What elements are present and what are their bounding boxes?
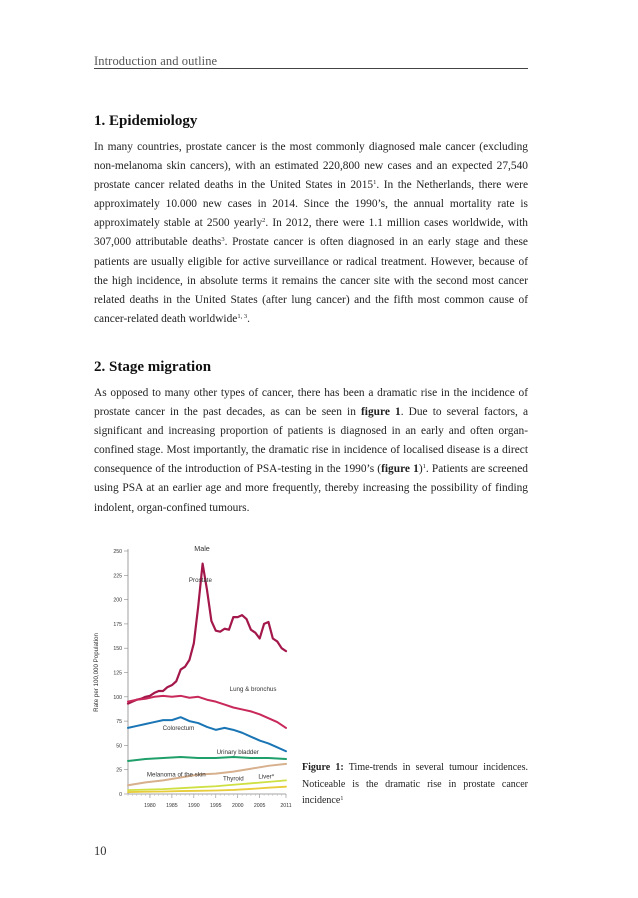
y-tick-label: 125 xyxy=(113,670,122,677)
paragraph-stage-migration xyxy=(94,384,528,518)
page-header: Introduction and outline xyxy=(94,54,218,68)
paragraph-epidemiology xyxy=(94,138,528,329)
text-run: ) xyxy=(418,463,423,476)
series-line-prostate xyxy=(128,564,286,704)
series-label: Urinary bladder xyxy=(216,749,259,757)
page-number: 10 xyxy=(94,844,107,858)
series-label: Melanoma of the skin xyxy=(146,771,206,779)
series-label: Prostate xyxy=(188,577,212,585)
x-tick-label: 2000 xyxy=(231,803,244,809)
x-tick-label: 2005 xyxy=(253,803,266,809)
x-tick-label: 2011 xyxy=(280,803,292,809)
figure-caption-ref: 1 xyxy=(340,796,344,802)
series-line-colorectum xyxy=(128,717,286,751)
x-tick-label: 1985 xyxy=(166,803,178,809)
y-tick-label: 225 xyxy=(113,573,122,580)
incidence-line-chart xyxy=(88,538,294,816)
y-tick-label: 100 xyxy=(113,694,122,701)
header-rule xyxy=(94,68,528,69)
text-run: In many countries, prostate cancer is the most commonly diagnosed male cancer (excluding non-melanoma skin cancers), with an estimated 220,800 new cases and an expected 27,540 prostate cancer related deaths in the United States in 2015 xyxy=(94,141,528,192)
section-heading-stage-migration: 2. Stage migration xyxy=(94,359,212,375)
text-run: . Due to several factors, a significant and increasing proportion of patients is diagnosed in an early and often organ-confined stage. Most importantly, the dramatic rise in incidence of localised disease is a direct consequence of the introduction of PSA-testing in the 1990’s ( xyxy=(94,406,528,476)
text-run: . In the Netherlands, there were approximately 10.000 new cases in 2014. Since the 1990’s, the annual mortality rate is approximately stable at 2500 yearly xyxy=(94,179,529,230)
text-run: . Patients are screened using PSA at an earlier age and more frequently, thereby increasing the possibility of finding indolent, organ-confined tumours. xyxy=(94,463,528,514)
chart-series xyxy=(128,564,286,792)
text-run: . In 2012, there were 1.1 million cases worldwide, with 307,000 attributable deaths xyxy=(94,217,528,249)
text-run: . xyxy=(247,312,250,325)
y-tick-label: 0 xyxy=(119,792,122,798)
x-tick-label: 1990 xyxy=(188,803,200,809)
chart-title: Male xyxy=(194,544,210,553)
text-run: . Prostate cancer is often diagnosed in an early stage and these patients are usually eligible for active surveillance or radical treatment. However, because of the high incidence, in absolute terms it remains the cancer site with the second most cancer related deaths in the United States (after lung cancer) and the fifth most common cause of cancer-related death worldwide xyxy=(94,236,528,325)
y-tick-label: 250 xyxy=(113,549,122,555)
chart-axes xyxy=(113,549,291,809)
y-tick-label: 200 xyxy=(113,597,122,604)
figure-ref: figure 1 xyxy=(361,406,401,419)
x-tick-label: 1995 xyxy=(210,803,222,809)
y-tick-label: 25 xyxy=(116,767,122,774)
y-tick-label: 150 xyxy=(113,646,122,653)
figure-caption-text: Time-trends in several tumour incidences. Noticeable is the dramatic rise in prostate cancer incidence xyxy=(302,762,528,806)
x-tick-label: 1980 xyxy=(144,803,156,809)
citation-ref: 1 xyxy=(373,179,377,187)
series-label: Lung & bronchus xyxy=(229,685,277,693)
citation-ref: 1, 3 xyxy=(237,312,248,320)
series-line-urinary-bladder xyxy=(128,757,286,761)
y-tick-label: 50 xyxy=(116,743,122,750)
y-tick-label: 175 xyxy=(113,621,122,628)
figure-caption-label: Figure 1: xyxy=(302,762,344,773)
text-run: As opposed to many other types of cancer, there has been a dramatic rise in the incidence of prostate cancer in the past decades, as can be seen in xyxy=(94,387,528,419)
citation-ref: 3 xyxy=(221,236,225,244)
figure-caption xyxy=(302,760,528,810)
figure-ref: figure 1 xyxy=(381,463,419,476)
y-tick-label: 75 xyxy=(116,719,122,726)
series-label: Liver* xyxy=(258,773,275,781)
series-label: Colorectum xyxy=(162,724,195,732)
citation-ref: 2 xyxy=(262,217,266,225)
citation-ref: 1 xyxy=(422,463,426,471)
section-heading-epidemiology: 1. Epidemiology xyxy=(94,113,198,129)
y-axis-label: Rate per 100,000 Population xyxy=(93,633,100,712)
series-label: Thyroid xyxy=(223,775,244,783)
